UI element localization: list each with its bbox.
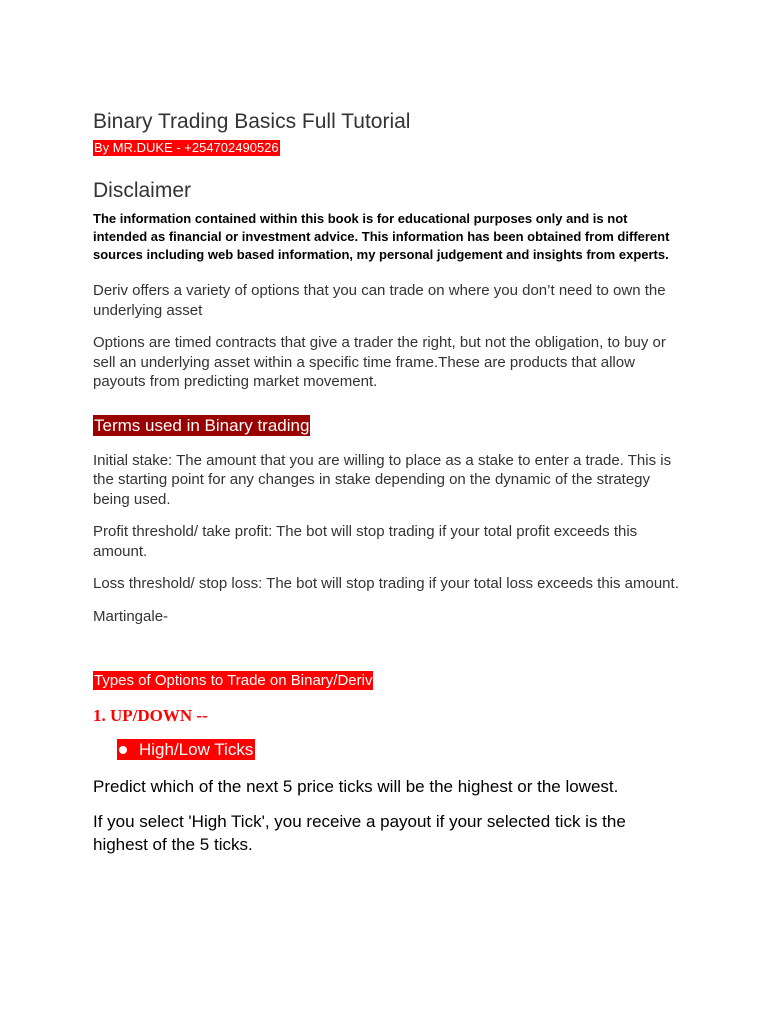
document-title: Binary Trading Basics Full Tutorial bbox=[93, 110, 411, 133]
document-page bbox=[93, 108, 683, 856]
paragraph-high-tick: If you select 'High Tick', you receive a payout if your selected tick is the highest of the 5 ticks. bbox=[93, 812, 626, 854]
term-initial-stake: Initial stake: The amount that you are willing to place as a stake to enter a trade. This is the starting point for any changes in stake depending on the dynamic of the strategy being used. bbox=[93, 451, 672, 508]
section-updown-heading: 1. UP/DOWN -- bbox=[93, 706, 208, 725]
paragraph-predict: Predict which of the next 5 price ticks will be the highest or the lowest. bbox=[93, 777, 619, 796]
bullet-label: High/Low Ticks bbox=[139, 740, 254, 759]
terms-heading: Terms used in Binary trading bbox=[94, 415, 310, 435]
bullet-highlight bbox=[117, 739, 255, 760]
term-profit-threshold: Profit threshold/ take profit: The bot will stop trading if your total profit exceeds this amount. bbox=[93, 523, 638, 560]
bullet-list-item bbox=[117, 739, 683, 760]
disclaimer-text: The information contained within this book is for educational purposes only and is not intended as financial or investment advice. This information has been obtained from different sources including web based information, my personal judgement and insights from experts. bbox=[93, 211, 670, 262]
intro-paragraph-deriv: Deriv offers a variety of options that you can trade on where you don’t need to own the underlying asset bbox=[93, 282, 666, 319]
disclaimer-heading: Disclaimer bbox=[93, 179, 192, 202]
term-loss-threshold: Loss threshold/ stop loss: The bot will stop trading if your total loss exceeds this amount. bbox=[93, 575, 679, 592]
term-martingale: Martingale- bbox=[93, 607, 169, 625]
bullet-dot-icon bbox=[119, 746, 127, 754]
author-line: By MR.DUKE - +254702490526 bbox=[94, 140, 279, 155]
types-heading: Types of Options to Trade on Binary/Deriv bbox=[94, 672, 373, 689]
intro-paragraph-options: Options are timed contracts that give a trader the right, but not the obligation, to buy or sell an underlying asset within a specific time frame.These are products that allow payouts from predicting market movement. bbox=[93, 334, 666, 390]
